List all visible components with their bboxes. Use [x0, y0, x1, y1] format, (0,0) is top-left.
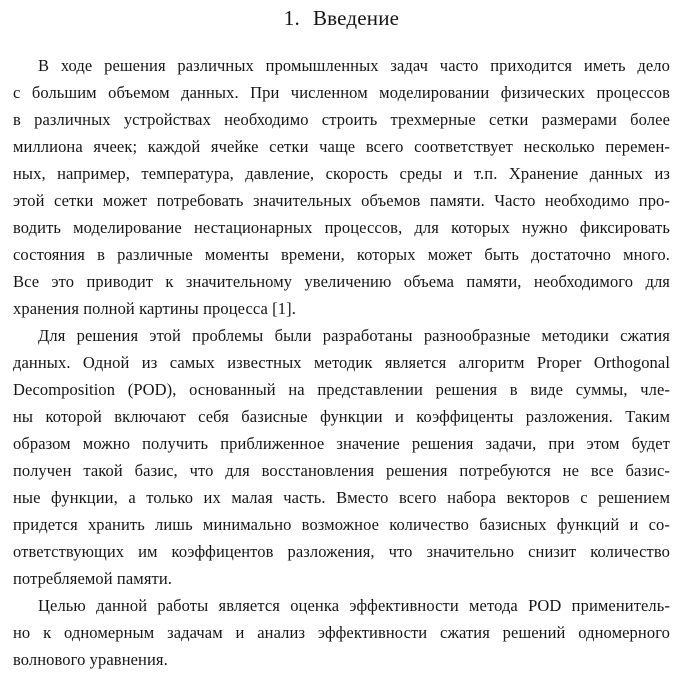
text-line: Decomposition (POD), основанный на представлении решения в виде суммы, чле- [13, 380, 670, 399]
text-line: придется хранить лишь минимально возможное количество базисных функций и со- [13, 515, 670, 534]
text-line: ны которой включают себя базисные функции и коэффиценты разложения. Таким [13, 407, 670, 426]
text-line: ных, например, температура, давление, скорость среды и т.п. Хранение данных из [13, 164, 670, 183]
text-line: водить моделирование нестационарных процессов, для которых нужно фиксировать [13, 218, 670, 237]
text-line: получен такой базис, что для восстановления решения потребуются не все базис- [13, 461, 670, 480]
section-number: 1. [283, 6, 300, 30]
paragraph [13, 52, 670, 322]
text-line: Для решения этой проблемы были разработаны разнообразные методики сжатия [38, 326, 670, 345]
section-title: Введение [312, 6, 400, 30]
text-line: хранения полной картины процесса [1]. [13, 299, 296, 318]
text-line: но к одномерным задачам и анализ эффективности сжатия решений одномерного [13, 623, 670, 642]
text-line: потребляемой памяти. [13, 569, 172, 588]
paragraph [13, 592, 670, 673]
text-line: этой сетки может потребовать значительных объемов памяти. Часто необходимо про- [13, 191, 670, 210]
text-line: с большим объемом данных. При численном моделировании физических процессов [13, 83, 670, 102]
text-line: ответствующих им коэффицентов разложения, что значительно снизит количество [13, 542, 670, 561]
text-line: в различных устройствах необходимо строить трехмерные сетки размерами более [13, 110, 670, 129]
text-line: Целью данной работы является оценка эффективности метода POD применитель- [38, 596, 670, 615]
text-line: образом можно получить приближенное значение решения задачи, при этом будет [13, 434, 670, 453]
text-line: ные функции, а только их малая часть. Вместо всего набора векторов с решением [13, 488, 670, 507]
text-line: волнового уравнения. [13, 650, 168, 669]
text-line: миллиона ячеек; каждой ячейке сетки чаще всего соответствует несколько перемен- [13, 137, 670, 156]
text-line: данных. Одной из самых известных методик является алгоритм Proper Orthogonal [13, 353, 670, 372]
section-heading [13, 5, 670, 31]
text-line: В ходе решения различных промышленных задач часто приходится иметь дело [38, 56, 670, 75]
text-line: Все это приводит к значительному увеличению объема памяти, необходимого для [13, 272, 670, 291]
paragraph [13, 322, 670, 592]
text-line: состояния в различные моменты времени, которых может быть достаточно много. [13, 245, 670, 264]
